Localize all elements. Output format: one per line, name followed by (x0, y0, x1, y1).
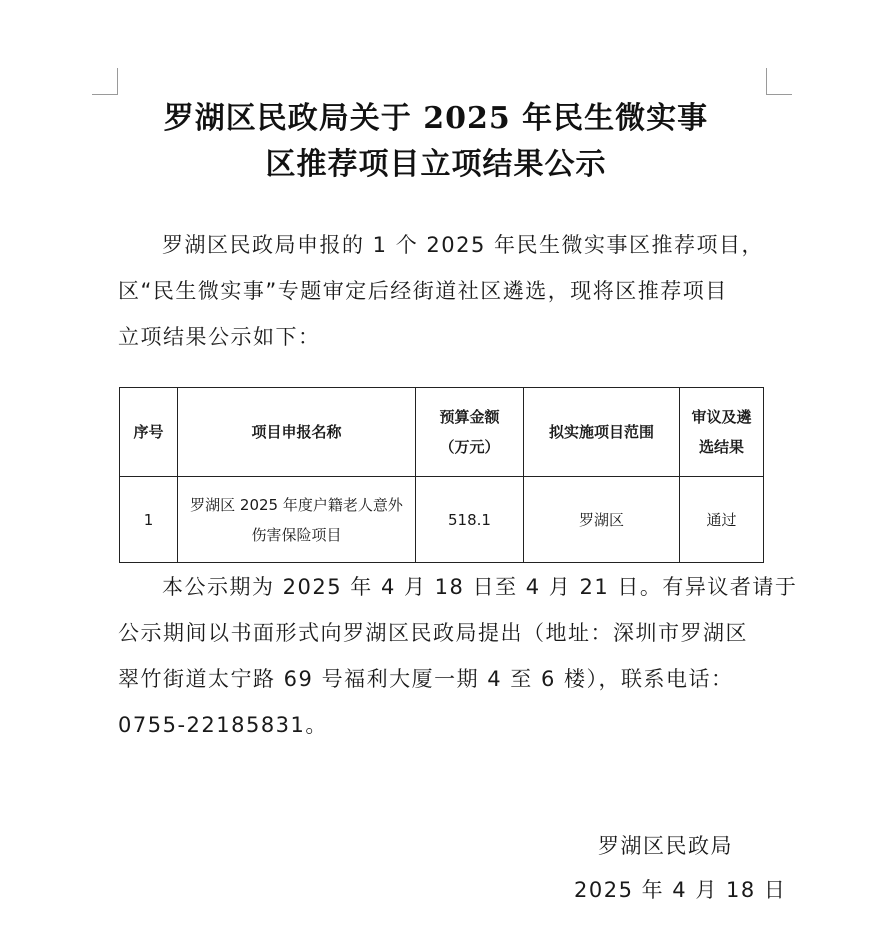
table-header-row (120, 388, 764, 477)
document-title-line-1: 罗湖区民政局关于 2025 年民生微实事 (163, 101, 709, 136)
notice-line-4: 0755-22185831。 (118, 713, 328, 737)
cell-scope: 罗湖区 (524, 477, 680, 563)
document-title-line-2: 区推荐项目立项结果公示 (265, 147, 607, 182)
header-project-name: 项目申报名称 (178, 388, 416, 477)
corner-mark-top-left-v (117, 68, 118, 94)
cell-result: 通过 (680, 477, 764, 563)
project-table (119, 387, 764, 563)
header-budget-line-2: （万元） (439, 438, 500, 456)
notice-line-2: 公示期间以书面形式向罗湖区民政局提出（地址：深圳市罗湖区 (118, 621, 748, 645)
cell-project-name (178, 477, 416, 563)
header-budget (416, 388, 524, 477)
corner-mark-top-left-h (92, 94, 118, 95)
header-result (680, 388, 764, 477)
notice-line-1: 本公示期为 2025 年 4 月 18 日至 4 月 21 日。有异议者请于 (162, 575, 798, 599)
cell-project-name-line-2: 伤害保险项目 (251, 525, 342, 544)
cell-project-name-line-1: 罗湖区 2025 年度户籍老人意外 (190, 495, 403, 514)
header-result-line-2: 选结果 (698, 438, 744, 456)
header-result-line-1: 审议及遴 (691, 408, 752, 426)
corner-mark-top-right-h (766, 94, 792, 95)
header-seq: 序号 (120, 388, 178, 477)
intro-line-3: 立项结果公示如下： (118, 325, 321, 349)
signature-org: 罗湖区民政局 (598, 834, 733, 858)
cell-budget: 518.1 (416, 477, 524, 563)
intro-line-1: 罗湖区民政局申报的 1 个 2025 年民生微实事区推荐项目， (162, 233, 765, 257)
header-scope: 拟实施项目范围 (524, 388, 680, 477)
table-row (120, 477, 764, 563)
intro-paragraph (118, 222, 768, 360)
intro-line-2: 区“民生微实事”专题审定后经街道社区遴选，现将区推荐项目 (118, 279, 728, 303)
notice-paragraph (118, 564, 798, 748)
cell-seq: 1 (120, 477, 178, 563)
signature-date: 2025 年 4 月 18 日 (574, 878, 787, 902)
corner-mark-top-right-v (766, 68, 767, 94)
header-budget-line-1: 预算金额 (439, 408, 500, 426)
notice-line-3: 翠竹街道太宁路 69 号福利大厦一期 4 至 6 楼），联系电话： (118, 667, 734, 691)
